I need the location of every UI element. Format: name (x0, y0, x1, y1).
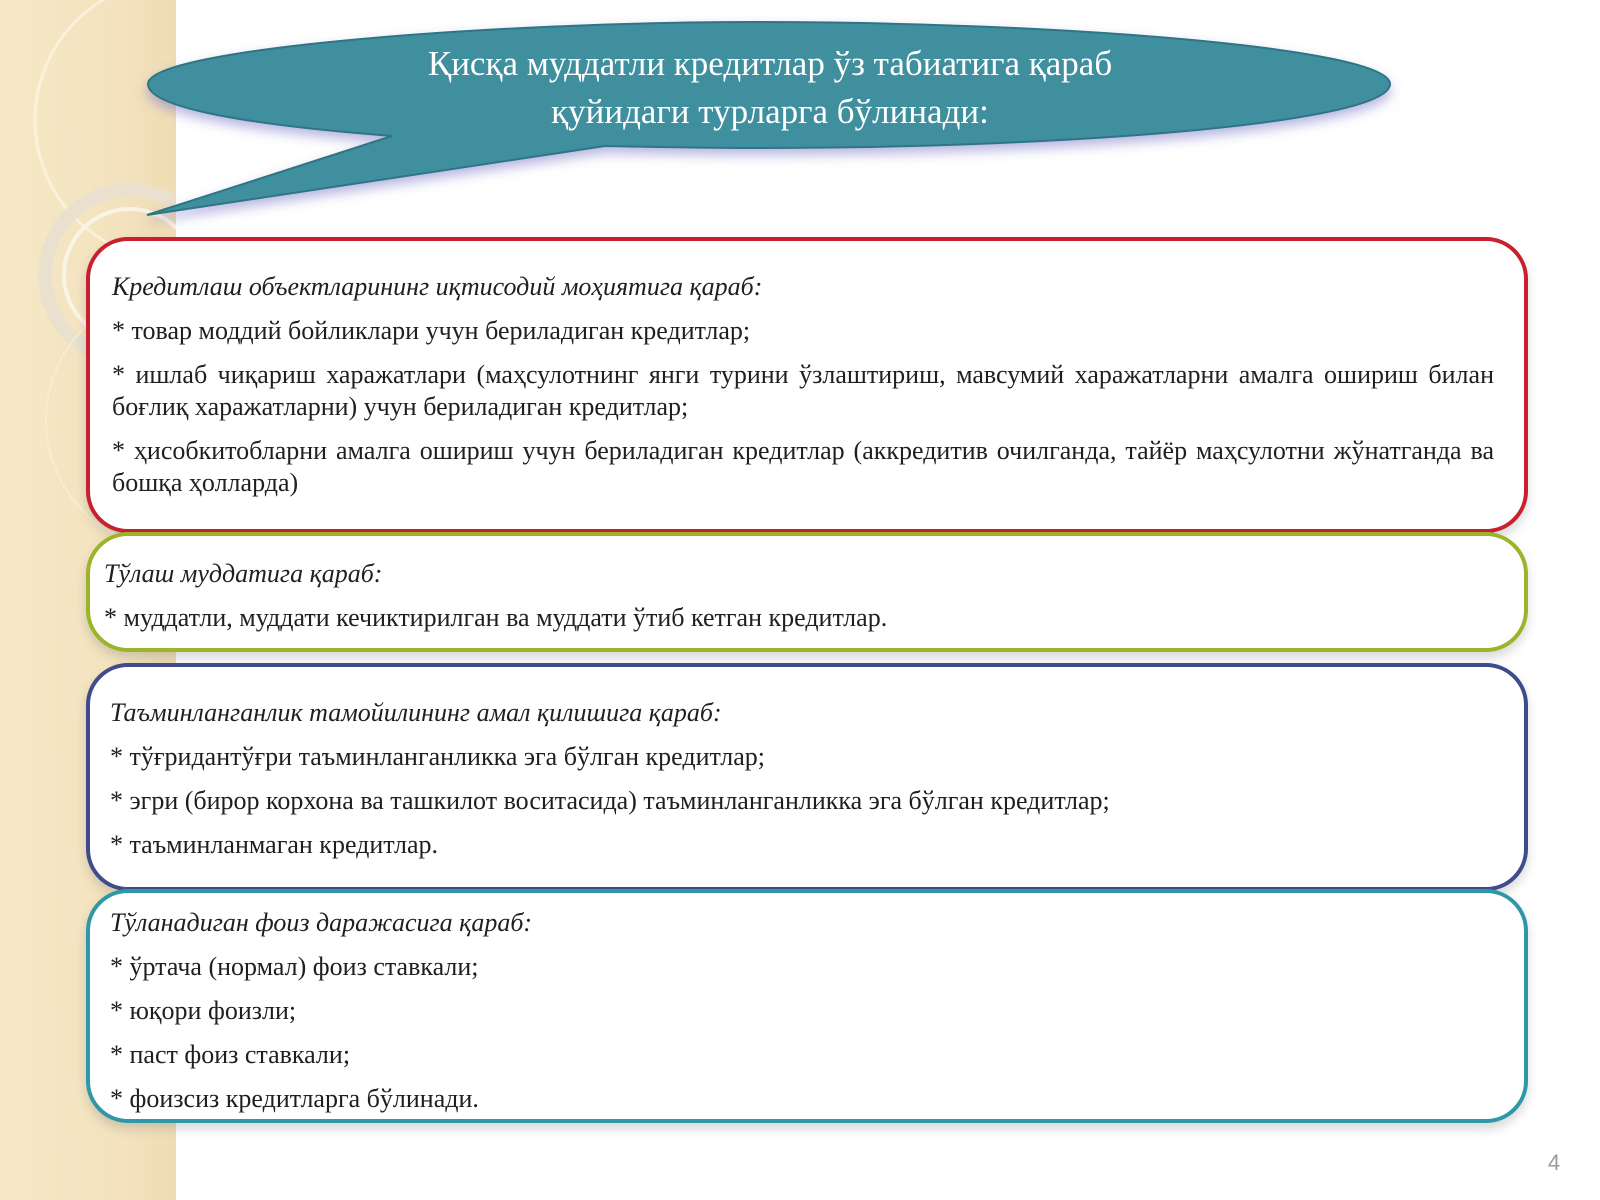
list-item: * юқори фоизли; (110, 996, 297, 1025)
slide-title (250, 40, 1290, 136)
section-heading: Таъминланганлик тамойилининг амал қилишига қараб: (110, 698, 722, 727)
page-number: 4 (1547, 1150, 1561, 1175)
list-item: * таъминланмаган кредитлар. (110, 830, 439, 859)
list-item: * муддатли, муддати кечиктирилган ва муддати ўтиб кетган кредитлар. (104, 603, 888, 632)
section-box-security-principle (86, 663, 1528, 891)
section-heading: Тўлаш муддатига қараб: (104, 559, 383, 588)
section-heading: Тўланадиган фоиз даражасига қараб: (110, 908, 533, 937)
section-box-interest-level (86, 889, 1528, 1123)
section-box-repayment-term (86, 532, 1528, 652)
list-item: * ишлаб чиқариш харажатлари (маҳсулотнинг янги турини ўзлаштириш, мавсумий харажатларни амалга ошириш билан боғлиқ харажатларни) учун бериладиган кредитлар; (112, 360, 1494, 421)
list-item: * ўртача (нормал) фоиз ставкали; (110, 952, 479, 981)
list-item: * паст фоиз ставкали; (110, 1040, 351, 1069)
slide-title-line-1: Қисқа муддатли кредитлар ўз табиатига қараб (427, 44, 1113, 83)
list-item: * ҳисобкитобларни амалга ошириш учун бериладиган кредитлар (аккредитив очилганда, тайёр маҳсулотни жўнатганда ва бошқа ҳолларда) (112, 436, 1494, 497)
section-heading: Кредитлаш объектларининг иқтисодий моҳиятига қараб: (112, 272, 763, 301)
list-item: * тўғридантўғри таъминланганликка эга бўлган кредитлар; (110, 742, 765, 771)
slide-title-line-2: қуйидаги турларга бўлинади: (551, 92, 989, 131)
section-box-economic-essence (86, 237, 1528, 533)
list-item: * фоизсиз кредитларга бўлинади. (110, 1084, 479, 1113)
list-item: * эгри (бирор корхона ва ташкилот воситасида) таъминланганликка эга бўлган кредитлар; (110, 786, 1110, 815)
list-item: * товар моддий бойликлари учун бериладиган кредитлар; (112, 316, 751, 345)
